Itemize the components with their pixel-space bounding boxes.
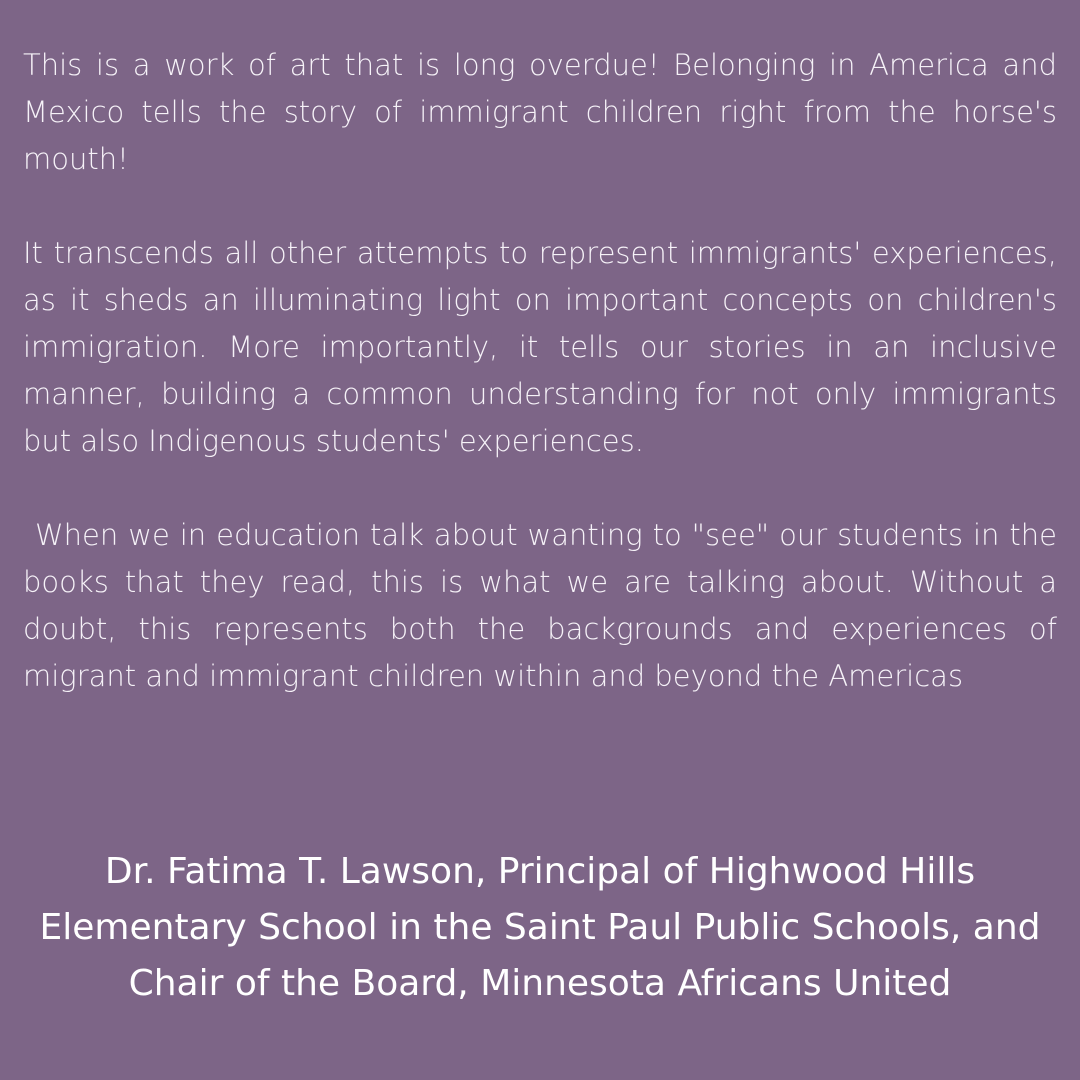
quote-paragraph-3: When we in education talk about wanting to "see" our students in the books that they read, this is what we are talking about. Without a doubt, this represents both the backgrounds and experiences of migrant and immigrant children within and beyond the Americas xyxy=(23,518,1057,693)
testimonial-quote xyxy=(23,42,1057,700)
testimonial-attribution: Dr. Fatima T. Lawson, Principal of Highwood Hills Elementary School in the Saint Paul Public Schools, and Chair of the Board, Minnesota Africans United xyxy=(39,851,1041,1004)
quote-paragraph-2: It transcends all other attempts to represent immigrants' experiences, as it sheds an illuminating light on important concepts on children's immigration. More importantly, it tells our stories in an inclusive manner, building a common understanding for not only immigrants but also Indigenous students' experiences. xyxy=(23,236,1057,458)
quote-paragraph-1: This is a work of art that is long overdue! Belonging in America and Mexico tells the story of immigrant children right from the horse's mouth! xyxy=(23,48,1057,176)
